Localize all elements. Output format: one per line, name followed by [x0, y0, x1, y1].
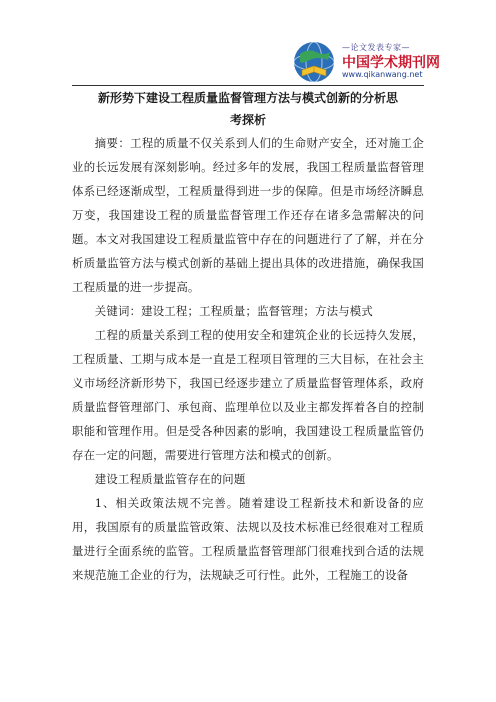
- logo-url: www.qikanwang.net: [342, 70, 423, 79]
- logo-tagline: —论文发表专家—: [342, 43, 410, 52]
- logo-brand-name: 中国学术期刊网: [342, 55, 440, 71]
- abstract-paragraph: 摘要：工程的质量不仅关系到人们的生命财产安全，还对施工企业的长远发展有深刻影响。经过多年的发展，我国工程质量监督管理体系已经逐渐成型，工程质量得到进一步的保障。但是市场经济瞬息万变，我国建设工程的质量监督管理工作还存在诸多急需解决的问题。本文对我国建设工程质量监管中存在的问题进行了了解，并在分析质量监管方法与模式创新的基础上提出具体的改进措施，确保我国工程质量的进一步提高。: [72, 136, 424, 294]
- site-logo: [292, 40, 440, 84]
- page-title: [72, 87, 424, 131]
- keywords-paragraph: 关键词：建设工程；工程质量；监督管理；方法与模式: [94, 304, 373, 318]
- globe-book-icon: [292, 40, 336, 84]
- document-body: [72, 87, 424, 587]
- intro-paragraph: 工程的质量关系到工程的使用安全和建筑企业的长远持久发展，工程质量、工期与成本是一直是工程项目管理的三大目标，在社会主义市场经济新形势下，我国已经逐步建立了质量监督管理体系，政府质量监督管理部门、承包商、监理单位以及业主都发挥着各自的控制职能和管理作用。但是受各种因素的影响，我国建设工程质量监管仍存在一定的问题，需要进行管理方法和模式的创新。: [72, 328, 424, 462]
- header-divider: [72, 85, 424, 86]
- section-heading: 建设工程质量监管存在的问题: [94, 472, 246, 486]
- point-1-paragraph: 1、相关政策法规不完善。随着建设工程新技术和新设备的应用，我国原有的质量监管政策、法规以及技术标准已经很难对工程质量进行全面系统的监管。工程质量监督管理部门很难找到合适的法规来规范施工企业的行为，法规缺乏可行性。此外，工程施工的设备: [72, 496, 424, 582]
- title-line-2: 考探析: [229, 113, 266, 127]
- title-line-1: 新形势下建设工程质量监督管理方法与模式创新的分析思: [97, 91, 398, 105]
